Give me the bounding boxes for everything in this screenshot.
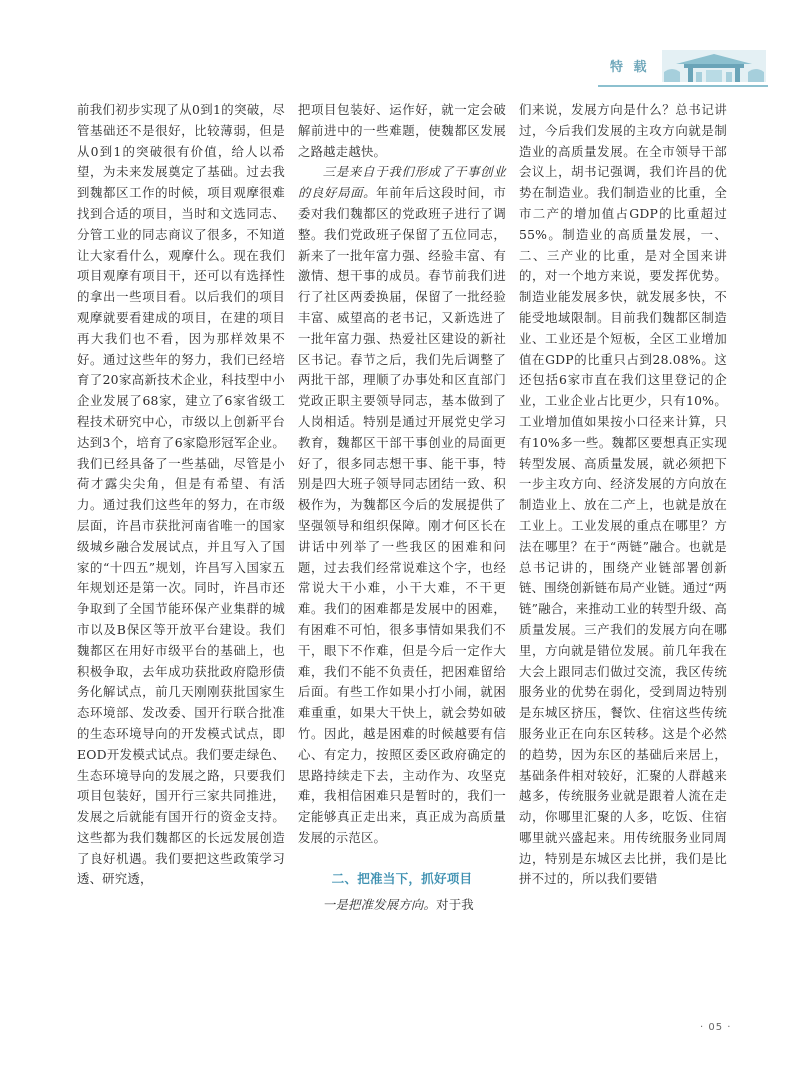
paragraph — [298, 895, 506, 916]
paragraph: 把项目包装好、运作好，就一定会破解前进中的一些难题，使魏都区发展之路越走越快。 — [298, 102, 506, 159]
text-column-3 — [519, 100, 727, 890]
paragraph: 前我们初步实现了从0到1的突破，尽管基础还不是很好，比较薄弱，但是从0到1的突破很有价值，给人以希望，为未来发展奠定了基础。过去我到魏都区工作的时候，项目观摩很难找到合适的项目，当时和文选同志、分管工业的同志商议了很多，不知道让大家看什么，观摩什么。现在我们项目观摩有项目干，还可以有选择性的拿出一些项目看。以后我们的项目观摩就要看建成的项目，在建的项目再大我们也不看，因为那样效果不好。通过这些年的努力，我们已经培育了20家高新技术企业，科技型中小企业发展了68家，建立了6家省级工程技术研究中心，市级以上创新平台达到3个，培育了6家隐形冠军企业。我们已经具备了一些基础，尽管是小荷才露尖尖角，但是有希望、有活力。通过我们这些年的努力，在市级层面，许昌市获批河南省唯一的国家级城乡融合发展试点，并且写入了国家的“十四五”规划，许昌写入国家五年规划还是第一次。同时，许昌市还争取到了全国节能环保产业集群的城市以及B保区等开放平台建设。我们魏都区在用好市级平台的基础上，也积极争取，去年成功获批政府隐形债务化解试点，前几天刚刚获批国家生态环境部、发改委、国开行联合批准的生态环境导向的开发模式试点，即EOD开发模式试点。我们要走绿色、生态环境导向的发展之路，只要我们项目包装好，国开行三家共同推进，发展之后就能有国开行的资金支持。这些都为我们魏都区的长远发展创造了良好机遇。我们要把这些政策学习透、研究透， — [77, 102, 285, 887]
paragraph-lead: 三是来自于我们形成了干事创业的良好局面。 — [298, 164, 506, 201]
header-divider — [598, 85, 768, 87]
section-tag: 特 载 — [610, 60, 650, 75]
paragraph-body: 对于我 — [436, 897, 474, 913]
page-header — [598, 50, 768, 90]
text-column-1 — [77, 100, 285, 890]
traditional-gate-icon — [662, 50, 766, 82]
paragraph-lead: 一是把准发展方向。 — [322, 897, 437, 913]
text-column-2 — [298, 100, 506, 916]
section-subheading: 二、把准当下，抓好项目 — [331, 870, 473, 886]
paragraph — [298, 162, 506, 848]
paragraph: 们来说，发展方向是什么？总书记讲过，今后我们发展的主攻方向就是制造业的高质量发展。在全市领导干部会议上，胡书记强调，我们许昌的优势在制造业。我们制造业的比重，全市二产的增加值占GDP的比重超过55%。制造业的高质量发展，一、二、三产业的比重，是对全国来讲的，对一个地方来说，要发挥优势。制造业能发展多快，就发展多快，不能受地域限制。目前我们魏都区制造业、工业还是个短板，全区工业增加值在GDP的比重只占到28.08%。这还包括6家市直在我们这里登记的企业，工业企业占比更少，只有10%。工业增加值如果按小口径来计算，只有10%多一些。魏都区要想真正实现转型发展、高质量发展，就必须把下一步主攻方向、经济发展的方向放在制造业上、放在二产上，也就是放在工业上。工业发展的重点在哪里？方法在哪里？在于“两链”融合。也就是总书记讲的，围绕产业链部署创新链、围绕创新链布局产业链。通过“两链”融合，来推动工业的转型升级、高质量发展。三产我们的发展方向在哪里，方向就是错位发展。前几年我在大会上跟同志们做过交流，我区传统服务业的优势在弱化，受到周边特别是东城区挤压，餐饮、住宿这些传统服务业正在向东区转移。这是个必然的趋势，因为东区的基础后来居上，基础条件相对较好，汇聚的人群越来越多，传统服务业就是跟着人流在走动，你哪里汇聚的人多，吃饭、住宿哪里就兴盛起来。用传统服务业同周边，特别是东城区去比拼，我们是比拼不过的，所以我们要错 — [519, 102, 727, 887]
paragraph-body: 年前年后这段时间，市委对我们魏都区的党政班子进行了调整。我们党政班子保留了五位同志，新来了一批年富力强、经验丰富、有激情、想干事的成员。春节前我们进行了社区两委换届，保留了一批经验丰富、威望高的老书记，又新选进了一批年富力强、热爱社区建设的新社区书记。春节之后，我们先后调整了两批干部，理顺了办事处和区直部门党政正职主要领导同志，基本做到了人岗相适。特别是通过开展党史学习教育，魏都区干部干事创业的局面更好了，很多同志想干事、能干事，特别是四大班子领导同志团结一致、积极作为，为魏都区今后的发展提供了坚强领导和组织保障。刚才何区长在讲话中列举了一些我区的困难和问题，过去我们经常说难这个字，也经常说大干小难，小干大难，不干更难。我们的困难都是发展中的困难，有困难不可怕，很多事情如果我们不干，眼下不作难，但是今后一定作大难，我们不能不负责任，把困难留给后面。有些工作如果小打小闹，就困难重重，如果大干快上，就会势如破竹。因此，越是困难的时候越要有信心、有定力，按照区委区政府确定的思路持续走下去，主动作为、攻坚克难，我相信困难只是暂时的，我们一定能够真正走出来，真正成为高质量发展的示范区。 — [298, 185, 507, 845]
page-number: · 05 · — [700, 1022, 732, 1033]
